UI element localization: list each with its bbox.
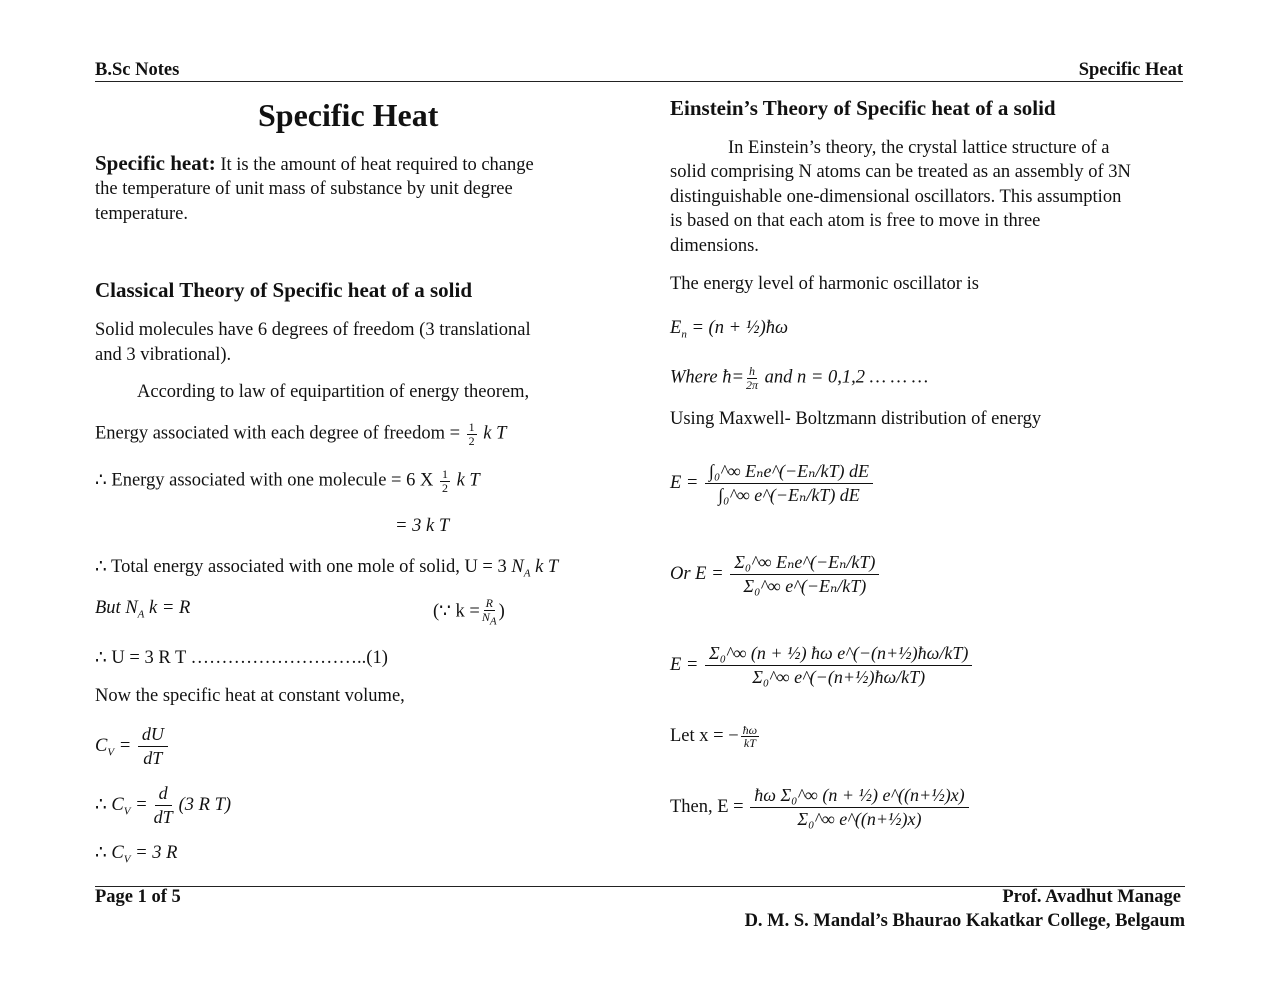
text-fragment: k = R bbox=[144, 598, 191, 618]
equation-total-energy bbox=[95, 556, 558, 585]
text-fragment bbox=[150, 782, 177, 829]
text-fragment: Σ₀^∞ Eₙe^(−Eₙ/kT) bbox=[730, 551, 879, 575]
text-fragment: Σ₀^∞ (n + ½) ħω e^(−(n+½)ħω/kT) bbox=[705, 642, 972, 666]
paragraph-line: Now the specific heat at constant volume, bbox=[95, 686, 405, 706]
text-fragment: Σ₀^∞ e^(−Eₙ/kT) bbox=[743, 576, 867, 597]
text-fragment bbox=[705, 642, 972, 689]
text-fragment: (∵ k = bbox=[433, 601, 480, 622]
text-fragment: = (n + ½)ħω bbox=[691, 318, 789, 338]
text-fragment: V bbox=[123, 853, 131, 866]
text-fragment: V bbox=[107, 746, 115, 759]
equation-cv-def: $C_V$ = $\frac{dU}{dT}$ bbox=[95, 722, 170, 777]
equation-sum-average bbox=[670, 547, 881, 601]
text-fragment: ∫₀^∞ e^(−Eₙ/kT) dE bbox=[718, 485, 860, 506]
text-fragment: n bbox=[681, 328, 687, 341]
text-fragment: ħω Σ₀^∞ (n + ½) e^((n+½)x) bbox=[750, 784, 968, 808]
paragraph-line: dimensions. bbox=[670, 236, 759, 256]
text-fragment: ∴ bbox=[95, 843, 107, 863]
equation-energy-level bbox=[670, 317, 788, 346]
text-fragment: and n = 0,1,2 … … … bbox=[759, 367, 929, 388]
footer-author: Prof. Avadhut Manage bbox=[1002, 887, 1181, 907]
text-fragment bbox=[138, 723, 168, 770]
text-fragment bbox=[750, 784, 968, 831]
paragraph-line: and 3 vibrational). bbox=[95, 345, 232, 365]
equation-k-def: (∵ k = $\frac{R}{N_A}$ ) bbox=[433, 596, 505, 627]
text-fragment: A bbox=[137, 608, 145, 621]
definition-line: It is the amount of heat required to change bbox=[215, 155, 534, 175]
text-fragment: 2π bbox=[745, 377, 758, 392]
text-fragment: C bbox=[111, 843, 124, 863]
text-fragment bbox=[95, 152, 534, 176]
paragraph-line: solid comprising N atoms can be treated as an assembly of 3N bbox=[670, 162, 1131, 182]
definition-line: temperature. bbox=[95, 204, 188, 224]
text-fragment bbox=[440, 468, 450, 494]
text-fragment: 1 bbox=[441, 467, 448, 481]
definition-line: the temperature of unit mass of substance by unit degree bbox=[95, 179, 513, 199]
page-number: Page 1 of 5 bbox=[95, 887, 181, 907]
text-fragment: ∴ Energy associated with one molecule = 6 X bbox=[95, 470, 438, 491]
text-fragment bbox=[730, 551, 879, 598]
equation-energy-per-molecule bbox=[95, 468, 480, 494]
text-fragment: Σ₀^∞ e^((n+½)x) bbox=[797, 809, 922, 830]
text-fragment: A bbox=[489, 614, 497, 627]
equation-integral-average bbox=[670, 456, 875, 510]
paragraph-line: The energy level of harmonic oscillator is bbox=[670, 274, 979, 294]
text-fragment bbox=[482, 611, 497, 628]
text-fragment: kT bbox=[743, 736, 756, 751]
footer-college: D. M. S. Mandal’s Bhaurao Kakatkar College, Belgaum bbox=[744, 911, 1185, 931]
header-rule bbox=[95, 81, 1183, 82]
text-fragment: 1 bbox=[468, 420, 475, 434]
definition-term: Specific heat: bbox=[95, 151, 216, 175]
text-fragment bbox=[705, 460, 873, 507]
text-fragment: ∴ bbox=[95, 795, 107, 815]
equation-oscillator-sum bbox=[670, 638, 974, 692]
header-left: B.Sc Notes bbox=[95, 60, 180, 80]
text-fragment: Where ħ= bbox=[670, 367, 744, 388]
text-fragment: dU bbox=[138, 723, 168, 747]
text-fragment: Or E = bbox=[670, 564, 724, 584]
text-fragment: C bbox=[111, 795, 124, 815]
text-fragment: ħω bbox=[742, 722, 758, 737]
text-fragment: dT bbox=[143, 748, 163, 769]
header-right: Specific Heat bbox=[1078, 60, 1183, 80]
text-fragment: h bbox=[748, 364, 755, 378]
text-fragment: 2 bbox=[441, 480, 448, 495]
text-fragment: E = bbox=[670, 655, 699, 675]
text-fragment: 2 bbox=[468, 433, 475, 448]
text-fragment bbox=[741, 724, 759, 750]
text-fragment: V bbox=[123, 805, 131, 818]
equation-let-x bbox=[670, 720, 761, 752]
text-fragment: = 3 R bbox=[135, 843, 178, 863]
text-fragment: C bbox=[95, 736, 108, 756]
einstein-heading: Einstein’s Theory of Specific heat of a solid bbox=[670, 96, 1056, 120]
text-fragment: k T bbox=[456, 470, 480, 491]
paragraph-line: In Einstein’s theory, the crystal lattice structure of a bbox=[728, 138, 1110, 158]
equation-na-k bbox=[95, 597, 190, 626]
text-fragment: Σ₀^∞ e^(−(n+½)ħω/kT) bbox=[752, 667, 926, 688]
classical-heading: Classical Theory of Specific heat of a solid bbox=[95, 278, 473, 302]
equation-energy-per-degree bbox=[95, 421, 506, 447]
equation-u-3rt: ∴ U = 3 R T ………………………..(1) bbox=[95, 648, 388, 668]
paragraph-line: Solid molecules have 6 degrees of freedom (3 translational bbox=[95, 320, 531, 340]
text-fragment: k T bbox=[530, 557, 559, 577]
equation-3kt: = 3 k T bbox=[395, 516, 450, 536]
text-fragment: ∴ Total energy associated with one mole of solid, U = 3 bbox=[95, 557, 512, 577]
paragraph-line: Using Maxwell- Boltzmann distribution of energy bbox=[670, 409, 1042, 429]
text-fragment bbox=[482, 597, 497, 628]
text-fragment: d bbox=[155, 782, 172, 806]
text-fragment bbox=[746, 365, 758, 391]
text-fragment: k T bbox=[483, 423, 507, 444]
text-fragment: E bbox=[670, 318, 682, 338]
text-fragment: Let x = − bbox=[670, 726, 739, 746]
text-fragment: Then, E = bbox=[670, 797, 744, 817]
text-fragment: dT bbox=[153, 807, 173, 828]
text-fragment bbox=[467, 421, 477, 447]
text-fragment: (3 R T) bbox=[178, 795, 232, 815]
equation-cv-derivative: ∴ $C_V$ = $\frac{d}{dT}$ (3 R T) bbox=[95, 783, 232, 828]
equation-hbar bbox=[670, 365, 928, 391]
text-fragment: But N bbox=[95, 598, 138, 618]
text-fragment: N bbox=[481, 609, 490, 624]
equation-cv-result bbox=[95, 842, 177, 871]
text-fragment: E = bbox=[670, 473, 699, 493]
text-fragment: ∫₀^∞ Eₙe^(−Eₙ/kT) dE bbox=[705, 460, 873, 484]
paragraph-line: distinguishable one-dimensional oscillators. This assumption bbox=[670, 187, 1122, 207]
text-fragment: Energy associated with each degree of freedom = bbox=[95, 423, 465, 444]
text-fragment: A bbox=[523, 567, 531, 580]
equation-then bbox=[670, 780, 971, 834]
paragraph-line: According to law of equipartition of energy theorem, bbox=[137, 382, 530, 402]
page-title: Specific Heat bbox=[258, 97, 439, 133]
text-fragment: R bbox=[485, 596, 493, 610]
paragraph-line: is based on that each atom is free to move in three bbox=[670, 211, 1041, 231]
text-fragment: N bbox=[511, 557, 524, 577]
